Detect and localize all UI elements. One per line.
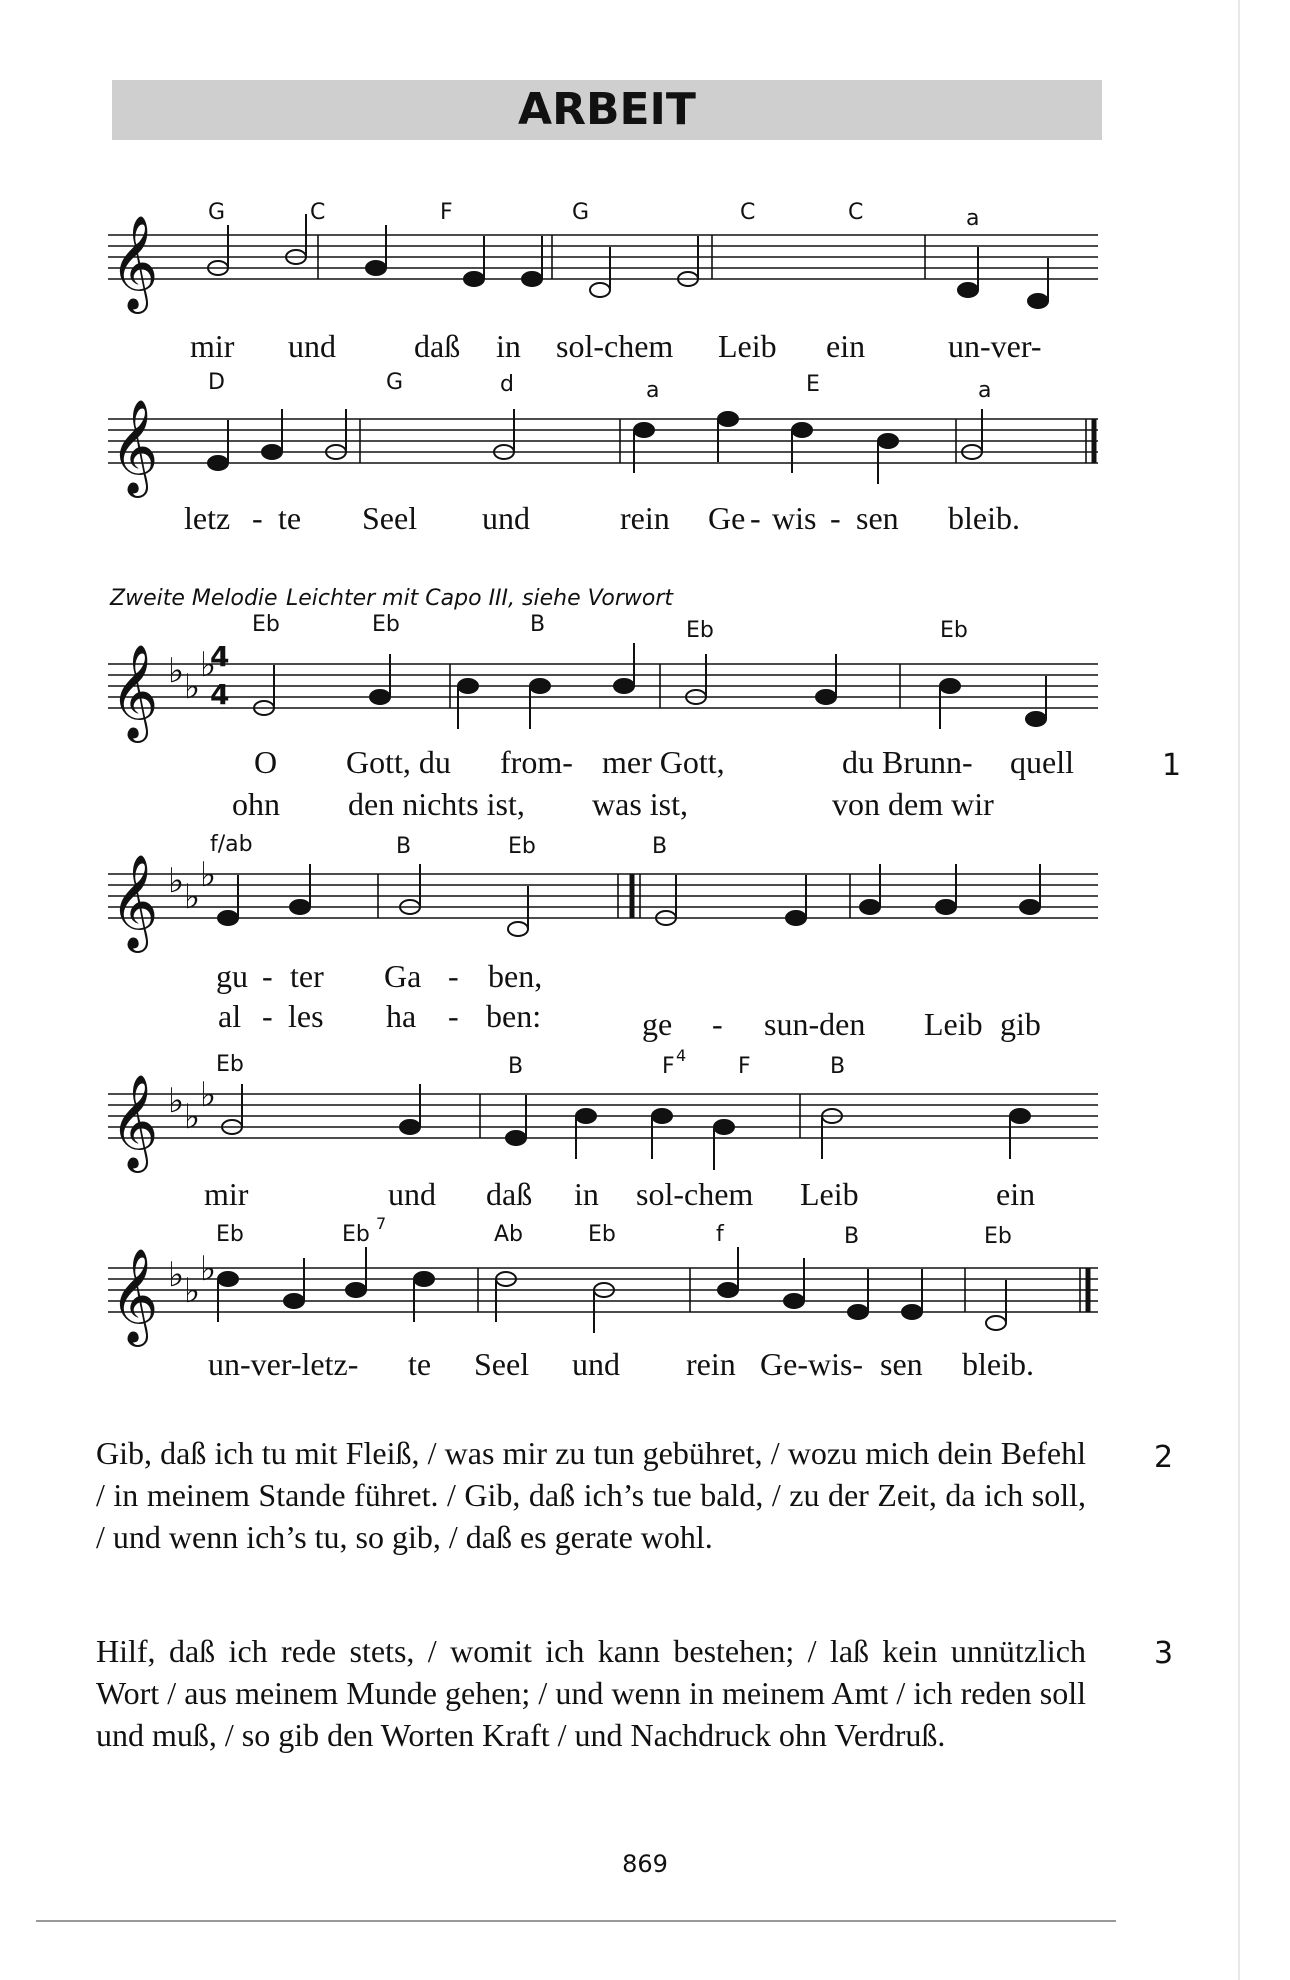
lyric: und (288, 328, 336, 364)
lyric: Leib (924, 1006, 983, 1042)
chord: F (662, 1054, 675, 1079)
lyric: ben, (488, 958, 543, 994)
lyric: den nichts ist, (348, 786, 525, 822)
chord: Eb (588, 1222, 616, 1247)
lyric: rein (620, 500, 670, 536)
lyric: letz (184, 500, 231, 536)
chord: Eb (342, 1222, 370, 1247)
chord: Eb (216, 1222, 244, 1247)
flat-icon: ♭ (168, 861, 185, 901)
chord: G (386, 370, 404, 395)
melody-label: Zweite Melodie (110, 586, 278, 611)
flat-icon: ♭ (168, 1255, 185, 1295)
flat-icon: ♭ (184, 877, 201, 917)
lyric: ha (386, 998, 417, 1034)
lyric: al (218, 998, 242, 1034)
lyric: mir (204, 1176, 249, 1212)
page-number: 869 (622, 1850, 668, 1878)
lyric: Leib (718, 328, 777, 364)
lyric: from- (500, 744, 573, 780)
footer-divider (36, 1920, 1116, 1922)
lyric: in (496, 328, 521, 364)
treble-clef-icon: 𝄞 (110, 215, 159, 310)
flat-icon: ♭ (200, 855, 217, 895)
chord: B (396, 834, 412, 859)
chord-superscript: 7 (376, 1214, 387, 1233)
treble-clef-icon: 𝄞 (110, 1248, 159, 1343)
lyric: - (712, 1006, 723, 1042)
verse-number: 3 (1154, 1636, 1174, 1671)
chord: C (848, 200, 864, 225)
chord-superscript: 4 (676, 1046, 687, 1065)
flat-icon: ♭ (168, 651, 185, 691)
lyric: mer Gott, (602, 744, 725, 780)
lyric: sol-chem (556, 328, 674, 364)
verse-number: 2 (1154, 1440, 1174, 1475)
treble-clef-icon: 𝄞 (110, 1074, 159, 1169)
flat-icon: ♭ (168, 1081, 185, 1121)
staff-a2 (108, 419, 1098, 463)
lyric: bleib. (962, 1346, 1034, 1382)
chord: f (716, 1222, 724, 1247)
lyric: gu (216, 958, 248, 994)
lyric: Ga (384, 958, 422, 994)
treble-clef-icon: 𝄞 (110, 399, 159, 494)
lyric: in (574, 1176, 599, 1212)
lyric: ben: (486, 998, 542, 1034)
chord: B (830, 1054, 846, 1079)
lyric: gib (1000, 1006, 1041, 1042)
chord: d (500, 372, 514, 397)
chord: a (966, 206, 980, 231)
chord: Eb (686, 618, 714, 643)
chord: D (208, 370, 225, 395)
chord: B (652, 834, 668, 859)
chord: E (806, 372, 820, 397)
chord: a (646, 378, 660, 403)
lyric: von dem wir (832, 786, 994, 822)
lyric: und (572, 1346, 620, 1382)
chord: Eb (940, 618, 968, 643)
lyric: Ge-wis- (760, 1346, 864, 1382)
time-signature-top: 4 (210, 640, 230, 673)
flat-icon: ♭ (184, 667, 201, 707)
lyric: sol-chem (636, 1176, 754, 1212)
chord: C (310, 200, 326, 225)
lyric: sen (880, 1346, 923, 1382)
lyric: du Brunn- (842, 744, 973, 780)
lyric: Ge (708, 500, 746, 536)
verse-3: Hilf, daß ich rede stets, / womit ich kann bestehen; / laß kein unnützlich Wort / aus meinem Munde gehen; / und wenn in meinem Amt / ich reden soll und muß, / so gib den Worten Kraft / und Nachdruck ohn Verdruß. (96, 1633, 1086, 1753)
chord: a (978, 378, 992, 403)
staff-b4 (108, 1268, 1098, 1312)
chord: Eb (508, 834, 536, 859)
stanza-number: 1 (1162, 748, 1182, 783)
lyric: Gott, du (346, 744, 451, 780)
chord: G (572, 200, 590, 225)
chord: Eb (216, 1052, 244, 1077)
lyric: ge (642, 1006, 673, 1042)
chord: G (208, 200, 226, 225)
lyric: daß (486, 1176, 533, 1212)
chord: Eb (252, 612, 280, 637)
lyric: un-ver-letz- (208, 1346, 359, 1382)
flat-icon: ♭ (184, 1097, 201, 1137)
lyric: - (262, 998, 273, 1034)
lyric: Leib (800, 1176, 859, 1212)
lyric: Seel (474, 1346, 530, 1382)
treble-clef-icon: 𝄞 (110, 854, 159, 949)
lyric: te (408, 1346, 432, 1382)
lyric: O (254, 744, 278, 780)
flat-icon: ♭ (200, 645, 217, 685)
chord: B (530, 612, 546, 637)
lyric: sun-den (764, 1006, 866, 1042)
lyric: - (750, 500, 761, 536)
lyric: les (288, 998, 324, 1034)
lyric: - (830, 500, 841, 536)
lyric: ein (996, 1176, 1036, 1212)
chord: Eb (984, 1224, 1012, 1249)
lyric: un-ver- (948, 328, 1042, 364)
lyric: Seel (362, 500, 418, 536)
lyric: sen (856, 500, 899, 536)
staff-b3 (108, 1094, 1098, 1138)
time-signature-bottom: 4 (210, 678, 230, 711)
lyric: ein (826, 328, 866, 364)
flat-icon: ♭ (184, 1271, 201, 1311)
lyric: - (252, 500, 263, 536)
lyric: was ist, (592, 786, 688, 822)
lyric: ter (290, 958, 324, 994)
lyric: rein (686, 1346, 736, 1382)
flat-icon: ♭ (200, 1249, 217, 1289)
lyric: - (448, 998, 459, 1034)
section-title: ARBEIT (518, 84, 696, 135)
treble-clef-icon: 𝄞 (110, 644, 159, 739)
flat-icon: ♭ (200, 1075, 217, 1115)
chord: Ab (494, 1222, 524, 1247)
staff-a1 (108, 235, 1098, 279)
capo-note: Leichter mit Capo III, siehe Vorwort (286, 586, 673, 611)
lyric: wis (772, 500, 817, 536)
chord: C (740, 200, 756, 225)
lyric: - (262, 958, 273, 994)
lyric: te (278, 500, 302, 536)
lyric: bleib. (948, 500, 1020, 536)
chord: f/ab (210, 832, 253, 857)
chord: F (440, 200, 453, 225)
chord: B (508, 1054, 524, 1079)
lyric: mir (190, 328, 235, 364)
chord: B (844, 1224, 860, 1249)
chord: Eb (372, 612, 400, 637)
lyric: quell (1010, 744, 1074, 780)
lyric: und (482, 500, 530, 536)
lyric: daß (414, 328, 461, 364)
lyric: - (448, 958, 459, 994)
lyric: ohn (232, 786, 280, 822)
verse-2: Gib, daß ich tu mit Fleiß, / was mir zu tun gebühret, / wozu mich dein Befehl / in meinem Stande führet. / Gib, daß ich’s tue bald, / zu der Zeit, da ich soll, / und wenn ich’s tu, so gib, / daß es gerate wohl. (96, 1435, 1086, 1555)
chord: F (738, 1054, 751, 1079)
lyric: und (388, 1176, 436, 1212)
